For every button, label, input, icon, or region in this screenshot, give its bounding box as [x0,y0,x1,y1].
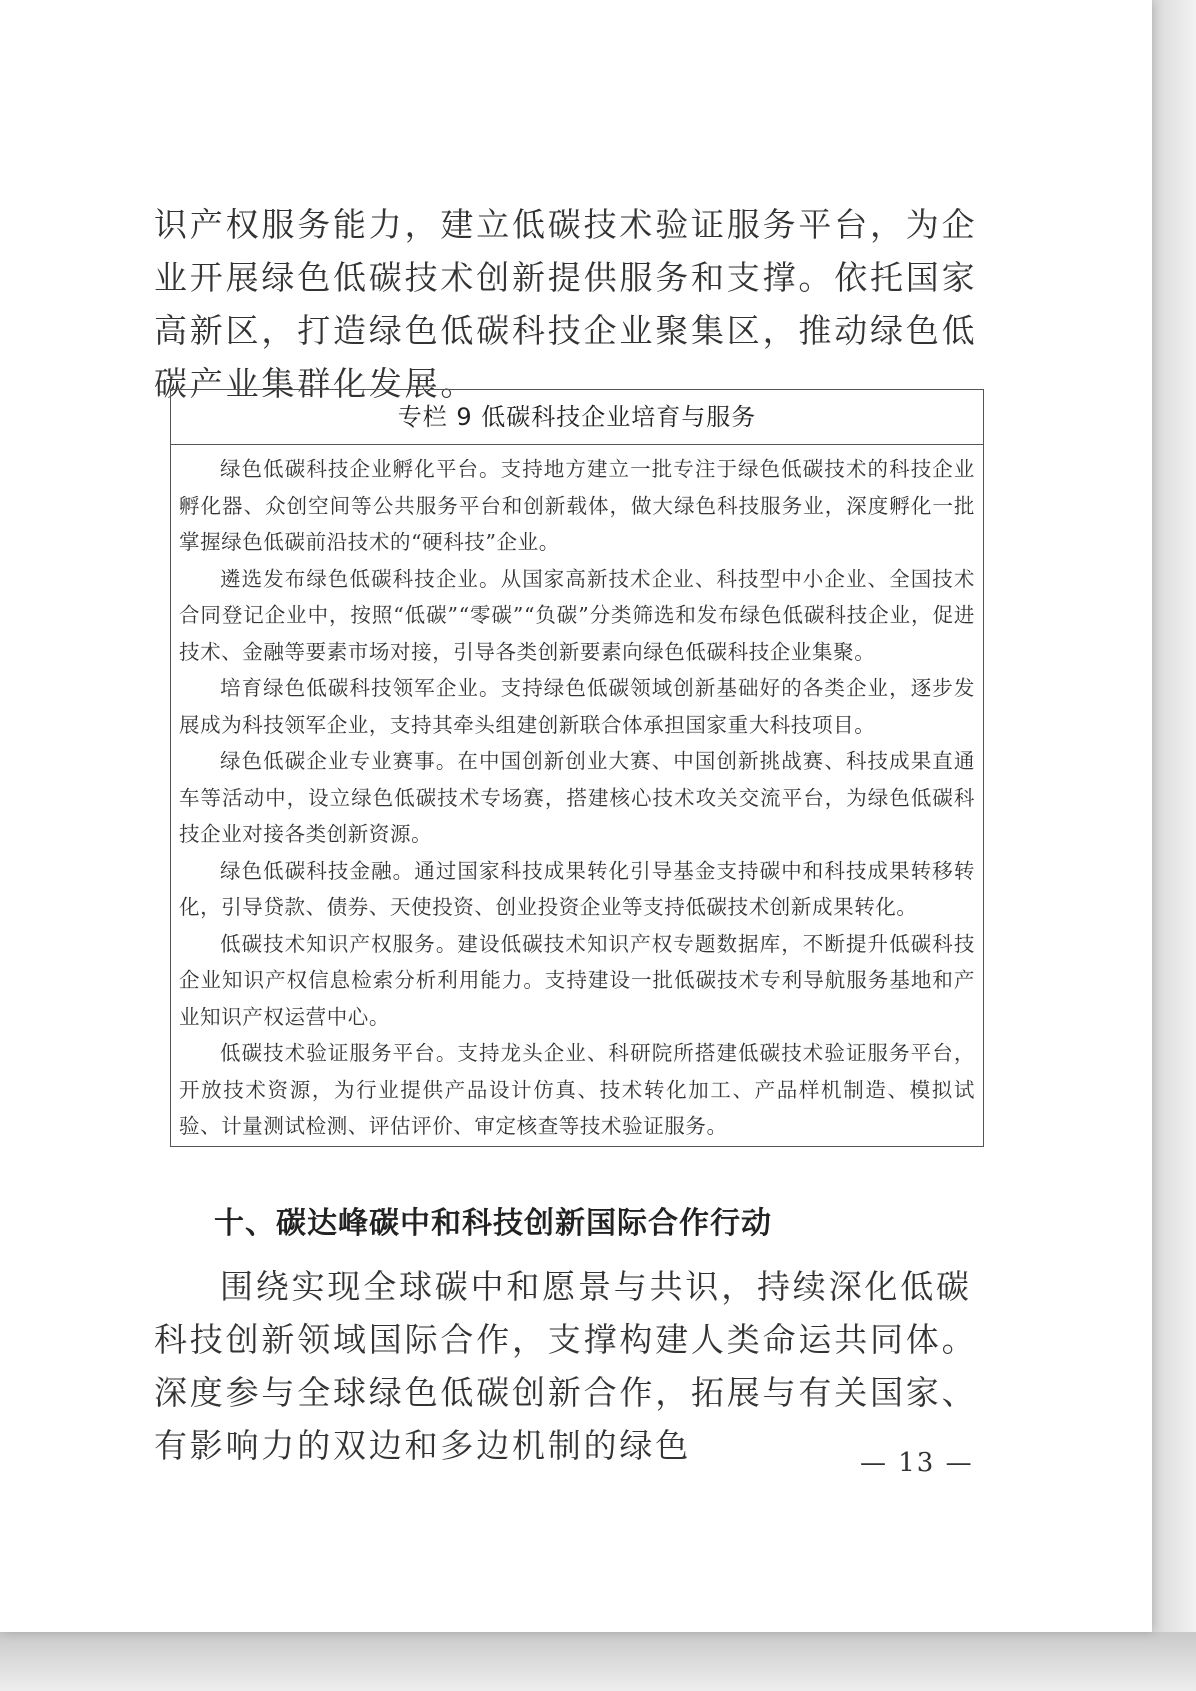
column-item-selection: 遴选发布绿色低碳科技企业。从国家高新技术企业、科技型中小企业、全国技术合同登记企业中，按照“低碳”“零碳”“负碳”分类筛选和发布绿色低碳科技企业，促进技术、金融等要素市场对接，引导各类创新要素向绿色低碳科技企业集聚。 [179,566,975,664]
page-shadow-bottom [0,1632,1196,1691]
column-box [170,389,984,1147]
column-item-leading-enterprises: 培育绿色低碳科技领军企业。支持绿色低碳领域创新基础好的各类企业，逐步发展成为科技领军企业，支持其牵头组建创新联合体承担国家重大科技项目。 [179,676,975,737]
intro-paragraph: 识产权服务能力，建立低碳技术验证服务平台，为企业开展绿色低碳技术创新提供服务和支撑。依托国家高新区，打造绿色低碳科技企业聚集区，推动绿色低碳产业集群化发展。 [154,205,978,403]
column-item-competitions: 绿色低碳企业专业赛事。在中国创新创业大赛、中国创新挑战赛、科技成果直通车等活动中，设立绿色低碳技术专场赛，搭建核心技术攻关交流平台，为绿色低碳科技企业对接各类创新资源。 [179,749,975,846]
column-item-verification-platform: 低碳技术验证服务平台。支持龙头企业、科研院所搭建低碳技术验证服务平台，开放技术资源，为行业提供产品设计仿真、技术转化加工、产品样机制造、模拟试验、计量测试检测、评估评价、审定核查等技术验证服务。 [179,1041,975,1138]
page-shadow-right [1150,0,1196,1691]
column-box-title: 专栏 9 低碳科技企业培育与服务 [171,390,983,445]
section-paragraph: 围绕实现全球碳中和愿景与共识，持续深化低碳科技创新领域国际合作，支撑构建人类命运共同体。深度参与全球绿色低碳创新合作，拓展与有关国家、有影响力的双边和多边机制的绿色 [154,1267,978,1465]
column-box-body [171,445,983,1145]
column-item-finance: 绿色低碳科技金融。通过国家科技成果转化引导基金支持碳中和科技成果转移转化，引导贷款、债券、天使投资、创业投资企业等支持低碳技术创新成果转化。 [179,858,975,919]
section-heading: 十、碳达峰碳中和科技创新国际合作行动 [214,1206,772,1241]
column-item-incubation: 绿色低碳科技企业孵化平台。支持地方建立一批专注于绿色低碳技术的科技企业孵化器、众创空间等公共服务平台和创新载体，做大绿色科技服务业，深度孵化一批掌握绿色低碳前沿技术的“硬科技”企业。 [179,457,975,554]
page-number: — 13 — [860,1448,974,1478]
column-item-ip-services: 低碳技术知识产权服务。建设低碳技术知识产权专题数据库，不断提升低碳科技企业知识产权信息检索分析利用能力。支持建设一批低碳技术专利导航服务基地和产业知识产权运营中心。 [179,931,975,1029]
